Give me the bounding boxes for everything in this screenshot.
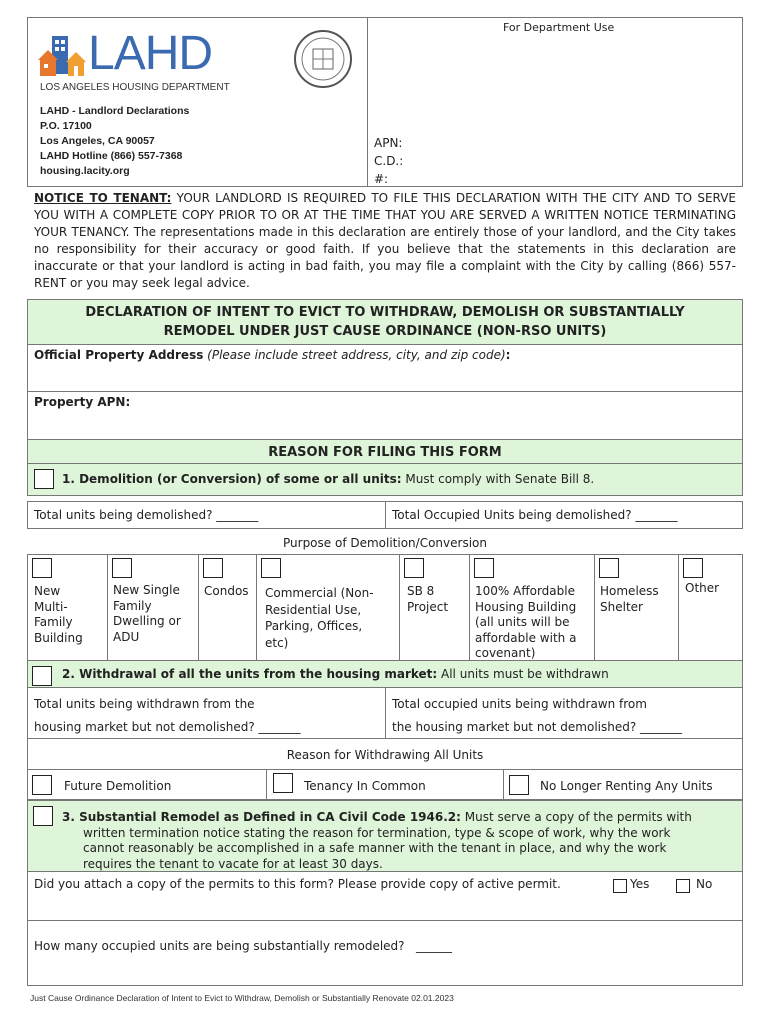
form-title-line: REMODEL UNDER JUST CAUSE ORDINANCE (NON-RSO UNITS) [163,324,607,339]
purpose-option[interactable] [28,555,108,677]
future-demolition-checkbox[interactable] [32,775,52,795]
option-text: etc) [265,635,289,650]
property-address-field[interactable] [27,344,743,392]
section-2-header [27,660,743,688]
purpose-option[interactable] [108,555,199,677]
form-title [27,299,743,345]
option-text: SB 8 [407,584,435,598]
other-checkbox[interactable] [683,558,703,578]
no-longer-renting-checkbox[interactable] [509,775,529,795]
permits-no-label: No [696,877,713,891]
option-text: Family [34,615,73,629]
permits-no-checkbox[interactable] [676,879,690,893]
notice-to-tenant [27,190,743,292]
permits-question: Did you attach a copy of the permits to this form? Please provide copy of active permit. [34,877,561,891]
sb8-checkbox[interactable] [404,558,424,578]
address-line: Los Angeles, CA 90057 [40,135,155,147]
condos-checkbox[interactable] [203,558,223,578]
option-text: Housing Building [475,599,577,614]
form-title-line: DECLARATION OF INTENT TO EVICT TO WITHDRAW, DEMOLISH OR SUBSTANTIALLY [85,305,685,320]
section-3-note-line: cannot reasonably be accomplished in a safe manner with the tenant in place, and why the work [83,841,667,855]
address-colon: : [505,348,511,362]
option-text: Multi- [34,599,68,614]
option-text: New [34,584,61,598]
option-text: Commercial (Non- [265,586,374,600]
houses-icon [38,34,88,82]
logo-subtitle: LOS ANGELES HOUSING DEPARTMENT [40,82,230,93]
option-text: Building [34,630,83,645]
no-longer-renting-label: No Longer Renting Any Units [540,779,713,793]
apn-label: Property APN: [34,395,131,409]
withdrawal-totals-row [27,687,743,739]
header-box [27,17,743,187]
purpose-option[interactable] [199,555,257,677]
purpose-option[interactable] [257,555,400,677]
total-occupied-withdrawn[interactable] [392,693,682,739]
option-text: Family [113,598,152,613]
section-3-header [27,800,743,872]
section-3-note-line: written termination notice stating the reason for termination, type & scope of work, why the work [83,825,671,840]
notice-title: NOTICE TO TENANT: [34,191,172,205]
property-apn-field[interactable] [27,391,743,440]
section-2-title: 2. Withdrawal of all the units from the housing market: [62,667,438,681]
remodel-units-row [27,920,743,986]
option-text: Residential Use, [265,602,362,617]
commercial-checkbox[interactable] [261,558,281,578]
option-text: 100% Affordable [475,584,575,598]
option-text: Project [407,599,449,614]
remodel-units-question[interactable]: How many occupied units are being substantially remodeled? ______ [34,939,452,953]
new-multifamily-checkbox[interactable] [32,558,52,578]
section-3-note-line: requires the tenant to vacate for at least 30 days. [83,856,383,871]
field-text: housing market but not demolished? _______ [34,720,301,734]
field-text: Total units being withdrawn from the [34,697,255,711]
new-single-family-checkbox[interactable] [112,558,132,578]
withdraw-reason-options [27,769,743,800]
demolition-totals-row [27,501,743,529]
permits-attached-row [27,871,743,921]
lahd-logo [38,27,230,94]
homeless-shelter-checkbox[interactable] [599,558,619,578]
option-text: Other [685,581,720,595]
option-text: Homeless [600,584,659,598]
option-text: Parking, Offices, [265,619,363,633]
notice-text: YOUR LANDLORD IS REQUIRED TO FILE THIS DECLARATION WITH THE CITY AND TO SERVE YOU WITH A COMPLETE COPY PRIOR TO OR AT THE TIME THAT YOU ARE SERVED A WRITTEN NOTICE TERMINATING YOUR TENANCY. The representations made in this declaration are entirely those of your landlord, and the City takes no responsibility for their accuracy or good faith. If you believe that the statements in this declaration are inaccurate or that your landlord is acting in bad faith, you may file a complaint with the City by calling (866) 557-RENT or you may seek legal advice. [34,191,736,290]
option-text: Dwelling or [113,614,181,628]
purpose-option[interactable] [400,555,470,677]
permits-yes-label: Yes [630,877,650,891]
logo-text: LAHD [88,27,213,80]
option-text: Shelter [600,599,643,614]
address-hint: (Please include street address, city, and zip code) [203,348,506,362]
tenancy-in-common-label: Tenancy In Common [304,779,426,793]
number-label: #: [374,172,389,186]
apn-dept-label: APN: [374,136,403,150]
address-label: Official Property Address [34,348,204,362]
option-text: ADU [113,629,140,644]
total-units-withdrawn[interactable] [34,693,301,739]
city-seal-icon [293,27,353,91]
permits-yes-checkbox[interactable] [613,879,627,893]
section-2-note: All units must be withdrawn [437,667,609,681]
section-3-title: 3. Substantial Remodel as Defined in CA Civil Code 1946.2: [62,810,461,824]
withdrawal-checkbox[interactable] [32,666,52,686]
field-text: the housing market but not demolished? _______ [392,720,683,734]
option-text: Condos [204,584,249,598]
substantial-remodel-checkbox[interactable] [33,806,53,826]
field-text: Total occupied units being withdrawn from [392,697,647,711]
section-3-note: Must serve a copy of the permits with [460,810,692,824]
purpose-option[interactable] [595,555,679,677]
tenancy-in-common-checkbox[interactable] [273,773,293,793]
option-text: New Single [113,583,180,597]
address-line: P.O. 17100 [40,120,92,132]
purpose-header: Purpose of Demolition/Conversion [283,536,487,550]
option-text: affordable with a [475,630,577,645]
dept-use-label: For Department Use [503,21,615,34]
cd-label: C.D.: [374,154,404,168]
reason-header: REASON FOR FILING THIS FORM [27,439,743,464]
demolition-checkbox[interactable] [34,469,54,489]
section-1-title: 1. Demolition (or Conversion) of some or all units: [62,472,402,486]
total-occupied-demolished[interactable]: Total Occupied Units being demolished? _______ [392,508,678,522]
dept-fields [374,134,403,188]
purpose-option[interactable] [679,555,742,677]
lahd-mailing-address [40,104,189,179]
purpose-option[interactable] [470,555,595,677]
option-text: covenant) [475,646,536,660]
withdraw-reason-header: Reason for Withdrawing All Units [27,738,743,770]
section-1-header [27,463,743,496]
address-line: LAHD - Landlord Declarations [40,105,190,117]
total-units-demolished[interactable]: Total units being demolished? _______ [34,508,259,522]
footer-text: Just Cause Ordinance Declaration of Intent to Evict to Withdraw, Demolish or Substantially Renovate 02.01.2023 [30,993,454,1003]
option-text: (all units will be [475,615,570,629]
address-line: LAHD Hotline (866) 557-7368 [40,150,183,162]
address-line: housing.lacity.org [40,165,130,177]
section-1-note: Must comply with Senate Bill 8. [401,472,595,486]
affordable-housing-checkbox[interactable] [474,558,494,578]
future-demolition-label: Future Demolition [64,779,172,793]
